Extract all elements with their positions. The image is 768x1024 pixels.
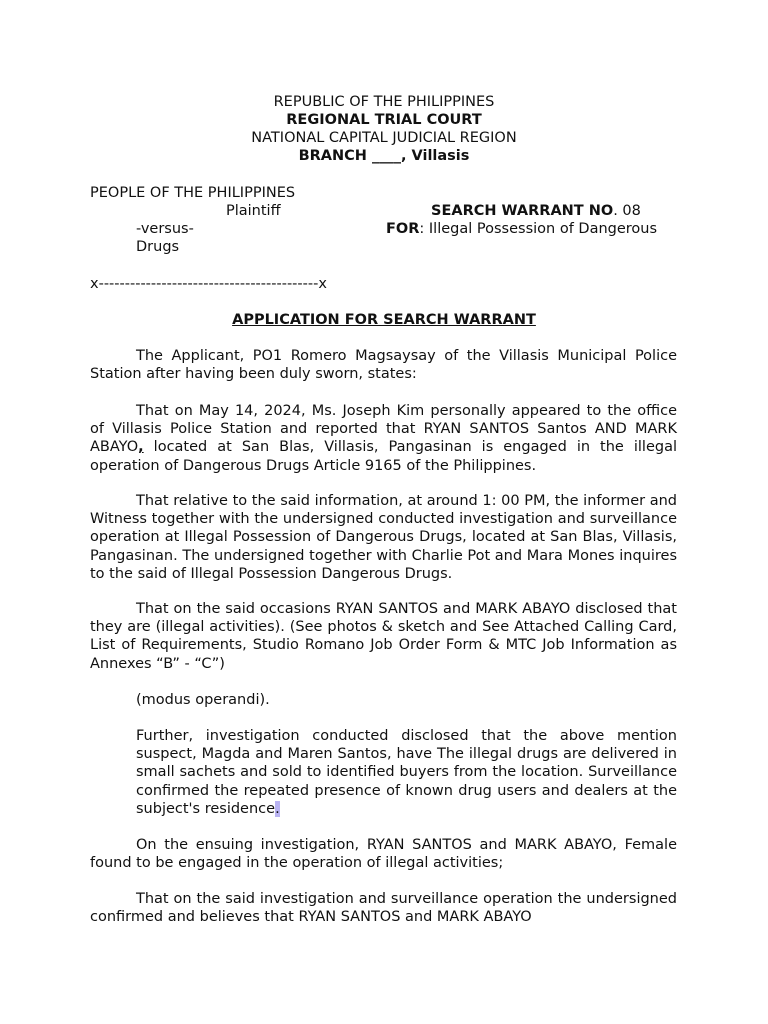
header-court: REGIONAL TRIAL COURT: [286, 112, 482, 128]
warrant-label: SEARCH WARRANT NO: [431, 203, 614, 219]
paragraph-surveillance: That relative to the said information, at around 1: 00 PM, the informer and Witness together with the undersigned conducted investigation and surveillance operation at Illegal Possession of Dangerous Drugs, located at San Blas, Villasis, Pangasinan. The undersigned together with Charlie Pot and Mara Mones inquires to the said of Illegal Possession Dangerous Drugs.: [90, 493, 677, 582]
warrant-number: . 08: [613, 203, 641, 219]
header-republic: REPUBLIC OF THE PHILIPPINES: [273, 94, 495, 110]
paragraph-ensuing: On the ensuing investigation, RYAN SANTOS and MARK ABAYO, Female found to be engaged in the operation of illegal activities;: [90, 837, 677, 872]
header-branch: BRANCH ____, Villasis: [298, 148, 470, 164]
text-cursor-selection[interactable]: .: [275, 800, 280, 817]
header-region: NATIONAL CAPITAL JUDICIAL REGION: [251, 130, 517, 146]
paragraph-modus: (modus operandi).: [136, 692, 270, 708]
paragraph-report: That on May 14, 2024, Ms. Joseph Kim personally appeared to the office of Villasis Police Station and reported that RYAN SANTOS Santos AND MARK ABAYO, located at San Blas, Villasis, Pangasinan is engaged in the illegal operation of Dangerous Drugs Article 9165 of the Philippines.: [90, 403, 677, 474]
caption-versus: -versus-: [136, 221, 194, 237]
caption-drugs: Drugs: [136, 239, 180, 255]
warrant-number-line: [431, 202, 641, 220]
paragraph-disclosure: That on the said occasions RYAN SANTOS and MARK ABAYO disclosed that they are (illegal activities). (See photos & sketch and See Attached Calling Card, List of Requirements, Studio Romano Job Order Form & MTC Job Information as Annexes “B” - “C”): [90, 601, 677, 672]
paragraph-further-investigation: Further, investigation conducted disclosed that the above mention suspect, Magda and Maren Santos, have The illegal drugs are delivered in small sachets and sold to identified buyers from the location. Surveillance confirmed the repeated presence of known drug users and dealers at the subject's residence.: [136, 728, 677, 817]
for-label: FOR: [386, 221, 420, 237]
for-line: [386, 220, 657, 238]
document-title: APPLICATION FOR SEARCH WARRANT: [232, 312, 536, 328]
for-text: : Illegal Possession of Dangerous: [419, 221, 658, 237]
caption-divider: x------------------------------------------x: [90, 276, 327, 292]
caption-party: PEOPLE OF THE PHILIPPINES: [90, 185, 296, 201]
paragraph-confirmation: That on the said investigation and surveillance operation the undersigned confirmed and believes that RYAN SANTOS and MARK ABAYO: [90, 891, 677, 926]
caption-plaintiff: Plaintiff: [226, 203, 281, 219]
paragraph-applicant: The Applicant, PO1 Romero Magsaysay of the Villasis Municipal Police Station after having been duly sworn, states:: [90, 348, 677, 383]
